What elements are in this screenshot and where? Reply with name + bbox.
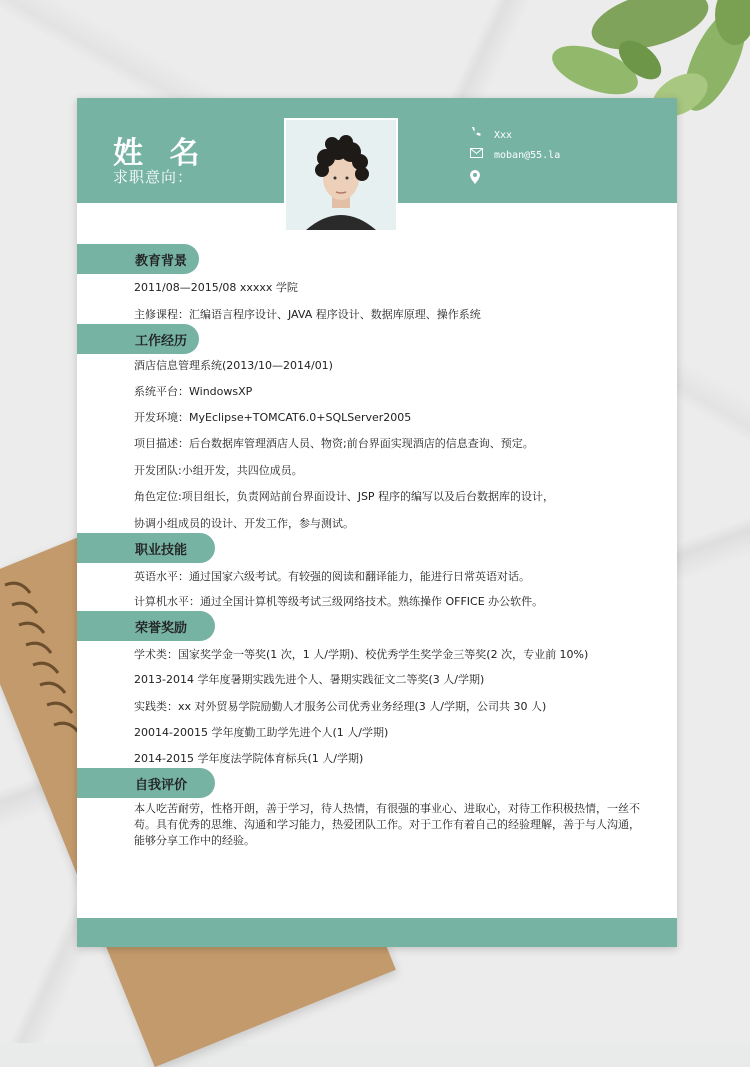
section-title: 工作经历	[135, 334, 188, 349]
honors-line: 2014-2015 学年度法学院体育标兵(1 人/学期)	[134, 752, 364, 765]
phone-icon	[470, 126, 484, 141]
self-evaluation-text: 本人吃苦耐劳，性格开朗，善于学习，待人热情，有很强的事业心、进取心，对待工作积极热情，一丝不苟。具有优秀的思维、沟通和学习能力，热爱团队工作。对于工作有着自己的经验理解，善于与人沟通，能够分享工作中的经验。	[134, 802, 640, 847]
honors-line: 20014-20015 学年度勤工助学先进个人(1 人/学期)	[134, 726, 389, 739]
honors-line: 2013-2014 学年度暑期实践先进个人、暑期实践征文二等奖(3 人/学期)	[134, 673, 485, 686]
contact-email	[470, 148, 560, 161]
section-title: 荣誉奖励	[135, 621, 188, 636]
skills-line: 英语水平：通过国家六级考试。有较强的阅读和翻译能力，能进行日常英语对话。	[134, 570, 530, 583]
footer-band	[77, 918, 677, 947]
contact-email-text: moban@55.la	[494, 150, 561, 161]
section-heading-honors	[77, 611, 215, 641]
section-title: 自我评价	[135, 778, 188, 793]
work-line: 开发环境：MyEclipse+TOMCAT6.0+SQLServer2005	[134, 411, 412, 424]
work-line: 项目描述：后台数据库管理酒店人员、物资;前台界面实现酒店的信息查询、预定。	[134, 437, 534, 450]
section-heading-skills	[77, 533, 215, 563]
work-line: 协调小组成员的设计、开发工作，参与测试。	[134, 517, 354, 530]
honors-line: 学术类：国家奖学金一等奖(1 次，1 人/学期)、校优秀学生奖学金三等奖(2 次，专业前 10%)	[134, 648, 589, 661]
section-title: 职业技能	[135, 543, 188, 558]
work-line: 开发团队:小组开发，共四位成员。	[134, 464, 303, 477]
work-line: 酒店信息管理系统(2013/10—2014/01)	[134, 359, 333, 372]
contact-phone	[470, 126, 512, 141]
honors-line: 实践类：xx 对外贸易学院励勤人才服务公司优秀业务经理(3 人/学期，公司共 30 人)	[134, 700, 547, 713]
section-heading-work	[77, 324, 199, 354]
candidate-name: 姓 名	[113, 136, 208, 171]
section-heading-self-evaluation	[77, 768, 215, 798]
location-pin-icon	[470, 170, 484, 187]
mail-icon	[470, 148, 484, 161]
resume-page	[77, 98, 677, 947]
contact-phone-text: Xxx	[494, 130, 513, 141]
contact-address	[470, 170, 494, 187]
job-intent-label: 求职意向：	[113, 168, 194, 186]
education-line: 2011/08—2015/08 xxxxx 学院	[134, 281, 298, 294]
section-title: 教育背景	[135, 254, 188, 269]
education-line: 主修课程：汇编语言程序设计、JAVA 程序设计、数据库原理、操作系统	[134, 308, 481, 321]
section-heading-education	[77, 244, 199, 274]
work-line: 系统平台：WindowsXP	[134, 385, 253, 398]
skills-line: 计算机水平：通过全国计算机等级考试三级网络技术。熟练操作 OFFICE 办公软件。	[134, 595, 544, 608]
work-line: 角色定位:项目组长，负责网站前台界面设计、JSP 程序的编写以及后台数据库的设计，	[134, 490, 555, 503]
profile-photo	[284, 118, 398, 232]
